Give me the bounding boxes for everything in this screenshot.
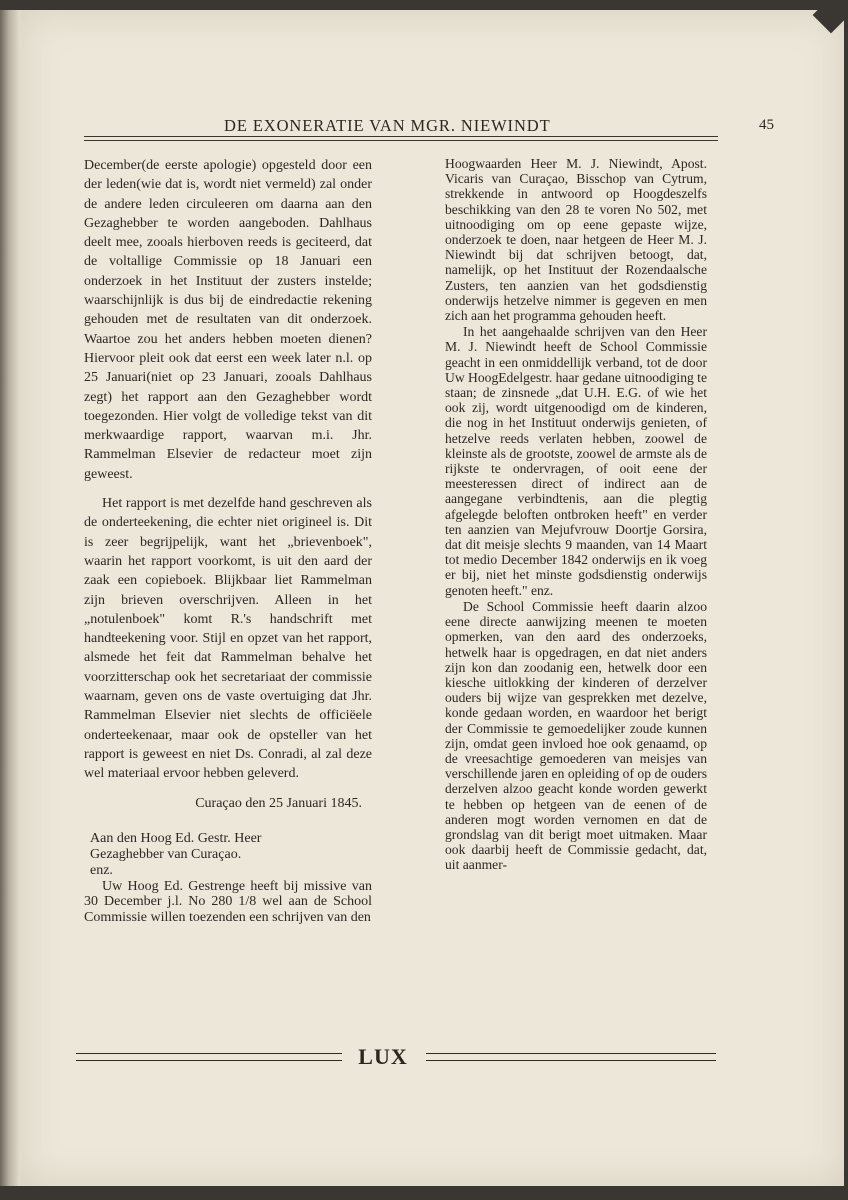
body-paragraph: December(de eerste apologie) opgesteld door een der leden(wie dat is, wordt niet vermeld) zal onder de andere leden circuleeren om daarna aan den Gezaghebber te worden aangeboden. Dahlhaus deelt mee, zooals hierboven reeds is geciteerd, dat de voltallige Commissie op 18 Januari een onderzoek in het Instituut der zusters instelde; waarschijnlijk is dus bij de eindredactie rekening gehouden met de resultaten van dit onderzoek. Waartoe zou het anders hebben moeten dienen? Hiervoor pleit ook dat eerst een week later n.l. op 25 Januari(niet op 23 Januari, zooals Dahlhaus zegt) het rapport aan den Gezaghebber wordt toegezonden. Hier volgt de volledige tekst van dit merkwaardige rapport, waarvan m.i. Jhr. Rammelman Elsevier de redacteur moet zijn geweest. — [84, 158, 372, 482]
body-paragraph: In het aangehaalde schrijven van den Heer M. J. Niewindt heeft de School Commissie geacht in een onmiddellijk verband, tot de door Uw HoogEdelgestr. haar gedane uitnoodiging te staan; de zinsnede „dat U.H. E.G. of wie het ook zij, wordt uitgenoodigd om de kinderen, die nog in het Instituut onderwijs genieten, of hetzelve reeds verlaten hebben, zoowel de kleinste als de grootste, zoowel de armste als de rijkste te ondervragen, of ooit eene der meesteressen direct of indirect aan de aangegane verbindtenis, aan die plegtig afgelegde beloften ontbroken heeft" en verder ten aanzien van Mejufvrouw Doortje Gorsira, dat dit meisje slechts 9 maanden, van 14 Maart tot medio December 1842 onderwijs en ik voeg er bij, niet het minste godsdienstig onderwijs genoten heeft." enz. — [445, 324, 707, 598]
address-line: Aan den Hoog Ed. Gestr. Heer — [90, 830, 262, 846]
letter-opening: Uw Hoog Ed. Gestrenge heeft bij missive van 30 December j.l. No 280 1/8 wel aan de School Commissie willen toezenden een schrijven van den — [84, 878, 372, 925]
left-column — [84, 156, 372, 925]
address-line: enz. — [90, 862, 113, 878]
lux-logo: LUX — [358, 1044, 408, 1069]
footer-rule-left — [76, 1053, 342, 1061]
header-rule-secondary — [84, 140, 718, 141]
page-number: 45 — [759, 117, 774, 133]
body-paragraph: De School Commissie heeft daarin alzoo eene directe aanwijzing meenen te moeten opmerken, van den aard des onderzoeks, hetwelk haar is opgedragen, en dat niet anders zijn kon dan zoodanig een, hetwelk door een kiesche uitlokking der kinderen of derzelver ouders bij wijze van gesprekken met dezelve, konde gedaan worden, en waardoor het berigt der Commissie te gemoedelijker zoude kunnen zijn, omdat geen invloed hoe ook genaamd, op de vreesachtige gemoederen van meisjes van verschillende jaren en opleiding of op de ouders derzelven alzoo geacht konde worden gewerkt te hebben op hetgeen van de eenen of de anderen mogt worden vernomen en dat de grondslag van dit berigt moet uitmaken. Maar ook daarbij heeft de Commissie gedacht, dat, uit aanmer- — [445, 598, 707, 873]
address-line: Gezaghebber van Curaçao. — [90, 846, 242, 862]
page-footer — [76, 1046, 716, 1070]
footer-rule-right — [426, 1053, 716, 1061]
header-rule — [84, 136, 718, 137]
page-gutter — [0, 10, 20, 1186]
letter-dateline: Curaçao den 25 Januari 1845. — [195, 795, 362, 811]
right-column — [445, 156, 707, 873]
body-paragraph: Het rapport is met dezelfde hand geschreven als de onderteekening, die echter niet origineel is. Dit is zeer begrijpelijk, want het „brievenboek", waarin het rapport voorkomt, is uit den aard der zaak een copieboek. Blijkbaar liet Rammelman zijn brieven overschrijven. Alleen in het „notulenboek" komt R.'s handschrift met handteekening voor. Stijl en opzet van het rapport, alsmede het feit dat Rammelman behalve het voorzitterschap ook het secretariaat der commissie waarnam, geven ons de vaste overtuiging dat Jhr. Rammelman Elsevier niet slechts de officiëele onderteekenaar, maar ook de opsteller van het rapport is geweest en niet Ds. Conradi, al zal deze wel materiaal ervoor hebben geleverd. — [84, 496, 372, 782]
running-title: DE EXONERATIE VAN MGR. NIEWINDT — [224, 116, 551, 135]
letter-address — [84, 831, 372, 879]
body-paragraph: Hoogwaarden Heer M. J. Niewindt, Apost. Vicaris van Curaçao, Bisschop van Cytrum, strekkende in antwoord op Hoogdeszelfs beschikking van den 28 te voren No 502, met uitnoodiging om op eene gepaste wijze, onderzoek te doen, naar hetgeen de Heer M. J. Niewindt bij dat schrijven betoogt, dat, namelijk, op het Instituut der Rozendaalsche Zusters, ten aanzien van het godsdienstig onderwijs hetzelve nimmer is gegeven en men zich aan het programma gehouden heeft. — [445, 156, 707, 324]
